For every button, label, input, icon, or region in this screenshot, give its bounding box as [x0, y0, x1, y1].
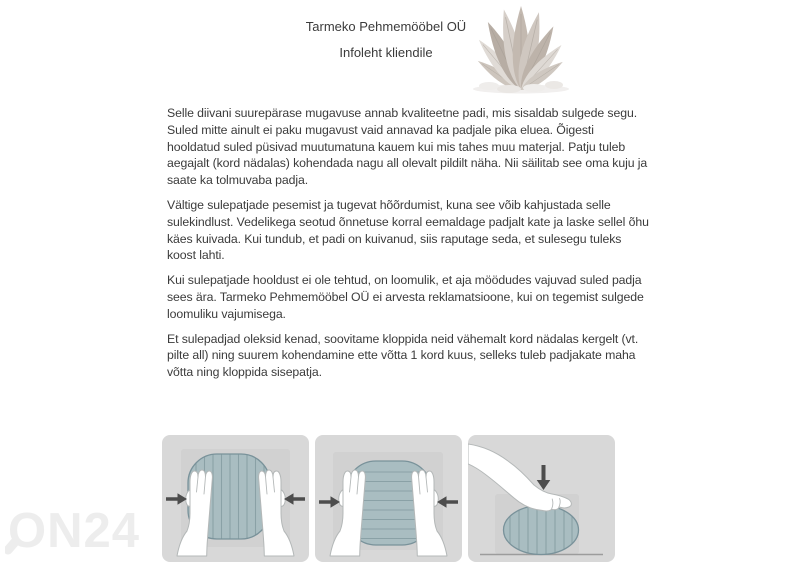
paragraph-fluffing-advice: Et sulepadjad oleksid kenad, soovitame kloppida neid vähemalt kord nädalas kergelt (vt. pilte all) ning suurem kohendamine ette võtta 1 kord kuus, selleks tuleb padjakate maha võtta ning kloppida sisepatja.: [167, 331, 639, 380]
care-instructions-text: [167, 105, 649, 389]
instruction-illustrations: [162, 435, 615, 562]
illustration-press-pillow-down: [468, 435, 615, 562]
paragraph-claims-notice: Kui sulepatjade hooldust ei ole tehtud, on loomulik, et aja möödudes vajuvad suled padja sees ära. Tarmeko Pehmemööbel OÜ ei arvesta reklamatsioone, kui on tegemist sulgede loomuliku vajumisega.: [167, 273, 644, 321]
paragraph-washing-warning: Vältige sulepatjade pesemist ja tugevat hõõrdumist, kuna see võib kahjustada selle sulekindlust. Vedelikega seotud õnnetuse korral eemaldage padjalt kate ja laske sellel õhu käes kuivada. Kui tundub, et padi on kuivanud, siis raputage seda, et sulesegu tuleks koost lahti.: [167, 197, 649, 263]
illustration-squeeze-pillow-horizontal: [315, 435, 462, 562]
on24-watermark-logo: [5, 498, 170, 560]
paragraph-feather-filling: Selle diivani suurepärase mugavuse annab kvaliteetne padi, mis sisaldab sulgede segu. Suled mitte ainult ei paku mugavust vaid annavad ka padjale pika eluea. Õigesti hooldatud suled püsivad muutumatuna kauem kui mis tahes muu materjal. Patju tuleb aegajalt (kord nädalas) kohendada nagu all olevalt pildilt näha. Nii säilitab see oma kuju ja saate ka tolmuvaba padja.: [167, 106, 648, 188]
document-subtitle: Infoleht kliendile: [339, 45, 433, 60]
feathers-photo: [454, 0, 589, 94]
illustration-squeeze-pillow-vertical: [162, 435, 309, 562]
company-name: Tarmeko Pehmemööbel OÜ: [305, 19, 467, 34]
watermark-text: ON24: [8, 504, 141, 558]
